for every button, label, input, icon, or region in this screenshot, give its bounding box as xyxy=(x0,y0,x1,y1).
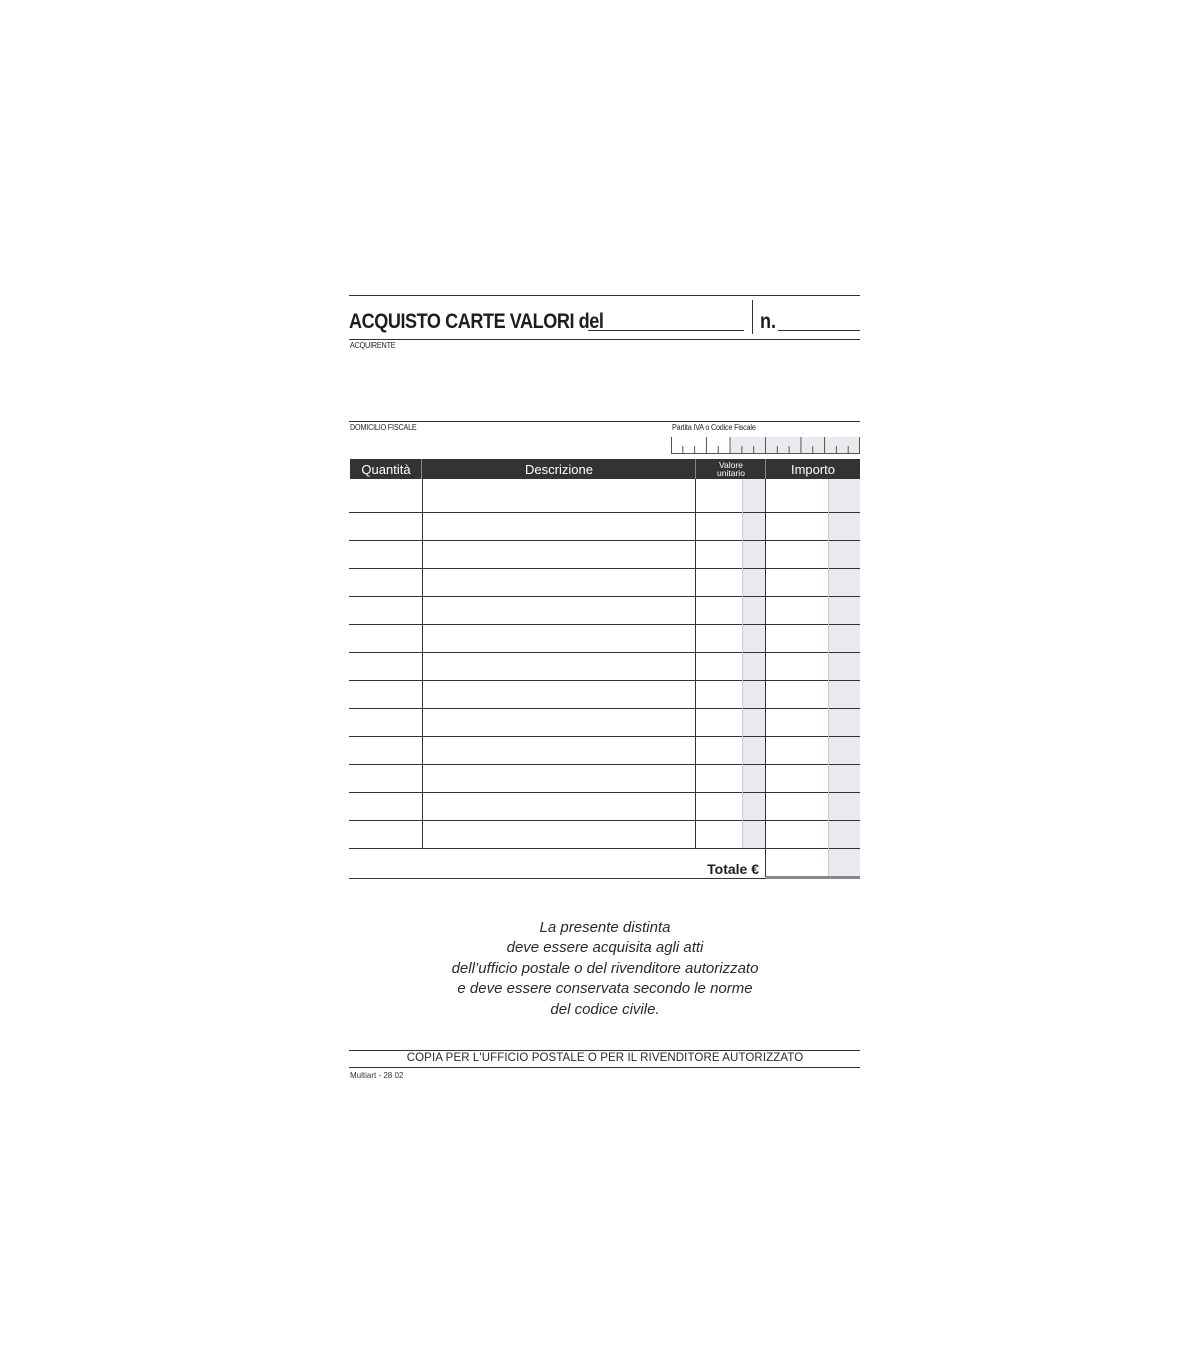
col-line-descrizione xyxy=(695,479,696,848)
table-row[interactable] xyxy=(350,652,860,680)
table-row[interactable] xyxy=(350,624,860,652)
total-field[interactable] xyxy=(767,850,860,876)
number-field[interactable] xyxy=(778,330,860,331)
copy-designation: COPIA PER L'UFFICIO POSTALE O PER IL RIVENDITORE AUTORIZZATO xyxy=(406,1052,804,1064)
col-line-valore xyxy=(765,479,766,877)
note-line: e deve essere conservata secondo le norme xyxy=(457,980,753,998)
table-row[interactable] xyxy=(350,820,860,848)
table-row[interactable] xyxy=(350,479,860,512)
total-underline xyxy=(766,876,860,879)
table-row[interactable] xyxy=(350,680,860,708)
valore-line1: Valore xyxy=(719,460,743,470)
note-line: deve essere acquisita agli atti xyxy=(506,939,704,957)
date-field[interactable] xyxy=(588,330,744,331)
note-line: dell’ufficio postale o del rivenditore autorizzato xyxy=(451,959,759,977)
footer-top-rule xyxy=(349,1050,860,1051)
footer-bottom-rule xyxy=(349,1067,860,1068)
legal-note xyxy=(350,918,860,1020)
fiscal-code-boxes[interactable] xyxy=(671,437,860,454)
header-bottom-rule xyxy=(349,339,860,340)
table-row[interactable] xyxy=(350,708,860,736)
domicilio-rule xyxy=(349,421,860,422)
note-line: del codice civile. xyxy=(550,1000,660,1018)
table-row[interactable] xyxy=(350,568,860,596)
table-bottom-rule xyxy=(349,878,766,879)
table-row[interactable] xyxy=(350,736,860,764)
number-label: n. xyxy=(760,310,777,333)
header-sep-1 xyxy=(421,459,422,479)
col-header-quantita: Quantità xyxy=(361,461,411,477)
col-header-descrizione: Descrizione xyxy=(525,461,593,477)
col-header-importo: Importo xyxy=(790,461,836,477)
header-divider xyxy=(752,300,753,334)
col-line-cents-importo xyxy=(828,479,829,877)
table-header xyxy=(350,459,860,479)
acquirente-field[interactable] xyxy=(350,352,860,418)
domicilio-label: DOMICILIO FISCALE xyxy=(350,423,417,432)
form-title xyxy=(349,310,603,334)
table-row[interactable] xyxy=(350,764,860,792)
col-line-quantita xyxy=(422,479,423,848)
col-header-valore-unitario xyxy=(696,459,766,479)
top-rule xyxy=(349,295,860,296)
table-row-line xyxy=(349,848,860,849)
table-row[interactable] xyxy=(350,792,860,820)
domicilio-field[interactable] xyxy=(350,433,665,455)
header-sep-2 xyxy=(695,459,696,479)
form-title-text: ACQUISTO CARTE VALORI xyxy=(349,310,575,333)
acquirente-label: ACQUIRENTE xyxy=(350,341,396,350)
col-line-cents-valore xyxy=(742,479,743,848)
valore-line2: unitario xyxy=(717,468,745,478)
table-row[interactable] xyxy=(350,512,860,540)
table-row[interactable] xyxy=(350,540,860,568)
table-row[interactable] xyxy=(350,596,860,624)
piva-label: Partita IVA o Codice Fiscale xyxy=(672,423,756,432)
header-sep-3 xyxy=(765,459,766,479)
note-line: La presente distinta xyxy=(539,919,671,936)
date-label: del xyxy=(578,310,604,333)
form-code: Multiart - 28 02 xyxy=(350,1071,404,1080)
total-label: Totale € xyxy=(707,861,759,877)
